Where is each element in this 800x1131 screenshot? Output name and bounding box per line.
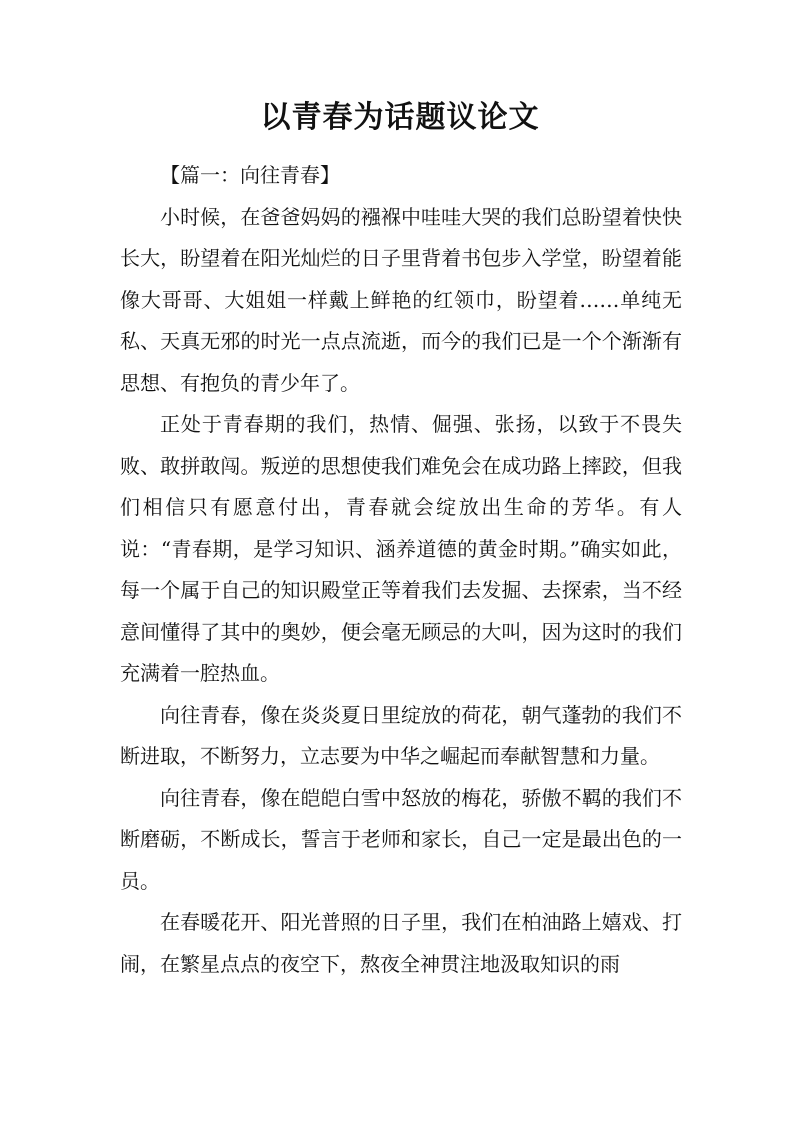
paragraph-4: 向往青春，像在皑皑白雪中怒放的梅花，骄傲不羁的我们不断磨砺，不断成长，誓言于老师和家长，自己一定是最出色的一员。 — [120, 785, 682, 893]
paragraph-2: 正处于青春期的我们，热情、倔强、张扬，以致于不畏失败、敢拼敢闯。叛逆的思想使我们难免会在成功路上摔跤，但我们相信只有愿意付出，青春就会绽放出生命的芳华。有人说：“青春期，是学习知识、涵养道德的黄金时期。”确实如此，每一个属于自己的知识殿堂正等着我们去发掘、去探索，当不经意间懂得了其中的奥妙，便会毫无顾忌的大叫，因为这时的我们充满着一腔热血。 — [120, 412, 682, 685]
paragraph-1: 小时候，在爸爸妈妈的襁褓中哇哇大哭的我们总盼望着快快长大，盼望着在阳光灿烂的日子里背着书包步入学堂，盼望着能像大哥哥、大姐姐一样戴上鲜艳的红领巾，盼望着……单纯无私、天真无邪的时光一点点流逝，而今的我们已是一个个渐渐有思想、有抱负的青少年了。 — [120, 204, 682, 395]
paragraph-5: 在春暖花开、阳光普照的日子里，我们在柏油路上嬉戏、打闹，在繁星点点的夜空下，熬夜全神贯注地汲取知识的雨 — [120, 910, 682, 976]
document-body — [120, 155, 682, 985]
paragraph-3: 向往青春，像在炎炎夏日里绽放的荷花，朝气蓬勃的我们不断进取，不断努力，立志要为中华之崛起而奉献智慧和力量。 — [120, 702, 682, 768]
section-heading: 【篇一：向往青春】 — [160, 163, 340, 187]
document-title: 以青春为话题议论文 — [260, 100, 540, 135]
